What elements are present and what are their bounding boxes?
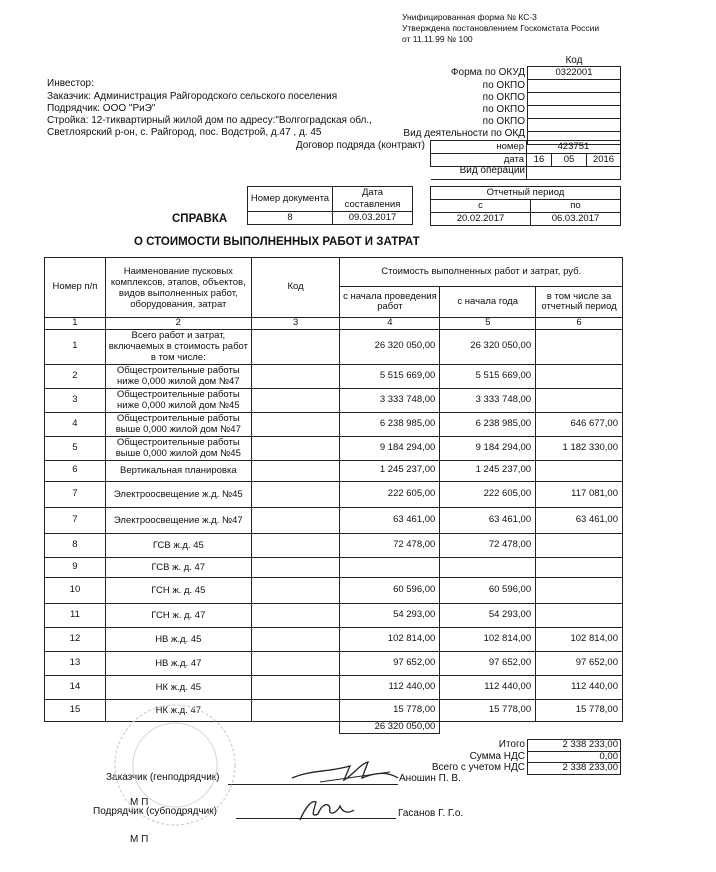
doc-number: 8 — [248, 212, 333, 225]
row-name: Общестроительные работы выше 0,000 жилой дом №45 — [105, 436, 251, 460]
row-year-value: 9 184 294,00 — [440, 436, 536, 460]
contract-date-day: 16 — [527, 154, 552, 167]
row-code — [251, 436, 340, 460]
row-name: ГСВ ж.д. 45 — [105, 533, 251, 557]
nds-value: 0,00 — [528, 751, 621, 763]
row-number: 15 — [45, 699, 106, 721]
row-start-value: 15 778,00 — [340, 699, 440, 721]
seal-stamp — [110, 700, 240, 830]
row-code — [251, 627, 340, 651]
row-name: Всего работ и затрат, включаемых в стоимость работ в том числе: — [105, 329, 251, 364]
row-code — [251, 329, 340, 364]
table-row — [45, 577, 623, 603]
customer-signature — [290, 756, 400, 786]
total-start: 26 320 050,00 — [340, 721, 440, 733]
contractor-sign-name: Гасанов Г. Г.о. — [398, 808, 464, 819]
period-header: Отчетный период — [431, 187, 621, 200]
period-to-label: по — [531, 200, 621, 213]
row-period-value — [536, 329, 623, 364]
form-caption-2: Утверждена постановлением Госкомстата России — [402, 23, 600, 33]
table-body — [45, 329, 623, 721]
doc-number-header: Номер документа — [248, 187, 333, 212]
okpo-label-1: по ОКПО — [482, 80, 525, 91]
row-start-value: 5 515 669,00 — [340, 364, 440, 388]
investor-line: Инвестор: — [47, 78, 94, 89]
row-start-value: 63 461,00 — [340, 507, 440, 533]
table-row — [45, 603, 623, 627]
table-row — [45, 460, 623, 481]
contract-number-label: номер — [431, 141, 527, 154]
row-period-value — [536, 603, 623, 627]
works-table — [44, 257, 623, 734]
table-row — [45, 481, 623, 507]
row-name: Электроосвещение ж.д. №47 — [105, 507, 251, 533]
row-start-value: 26 320 050,00 — [340, 329, 440, 364]
totals-table — [527, 739, 621, 775]
okpo-value-1 — [528, 80, 621, 93]
with-nds-value: 2 338 233,00 — [528, 763, 621, 775]
row-number: 8 — [45, 533, 106, 557]
doc-table — [247, 186, 413, 225]
row-code — [251, 699, 340, 721]
col-header-start: с начала проведения работ — [340, 287, 440, 318]
customer-sign-name: Аношин П. В. — [399, 773, 461, 784]
row-number: 4 — [45, 412, 106, 436]
row-number: 9 — [45, 557, 106, 577]
table-row — [45, 557, 623, 577]
site-line-2: Светлоярский р-он, с. Райгород, пос. Водстрой, д.47 , д. 45 — [47, 127, 322, 138]
period-from: 20.02.2017 — [431, 213, 531, 226]
row-start-value: 9 184 294,00 — [340, 436, 440, 460]
row-period-value — [536, 533, 623, 557]
col-number: 5 — [440, 318, 536, 330]
row-period-value — [536, 557, 623, 577]
row-year-value: 6 238 985,00 — [440, 412, 536, 436]
row-start-value: 60 596,00 — [340, 577, 440, 603]
row-number: 7 — [45, 481, 106, 507]
row-start-value: 6 238 985,00 — [340, 412, 440, 436]
form-caption-1: Унифицированная форма № КС-3 — [402, 12, 537, 22]
contract-label: Договор подряда (контракт) — [295, 140, 425, 151]
row-number: 5 — [45, 436, 106, 460]
row-year-value: 72 478,00 — [440, 533, 536, 557]
row-code — [251, 603, 340, 627]
col-number: 6 — [536, 318, 623, 330]
operation-label: Вид операции — [459, 165, 525, 176]
row-number: 3 — [45, 388, 106, 412]
okud-value: 0322001 — [528, 67, 621, 80]
row-year-value: 26 320 050,00 — [440, 329, 536, 364]
stamp-mark-1: М П — [130, 797, 149, 808]
row-year-value: 1 245 237,00 — [440, 460, 536, 481]
row-code — [251, 507, 340, 533]
row-start-value: 97 652,00 — [340, 651, 440, 675]
doc-date: 09.03.2017 — [333, 212, 413, 225]
row-period-value — [536, 388, 623, 412]
row-number: 11 — [45, 603, 106, 627]
row-year-value: 102 814,00 — [440, 627, 536, 651]
contract-date-year: 2016 — [587, 154, 621, 167]
form-caption-3: от 11.11.99 № 100 — [402, 34, 473, 44]
row-number: 12 — [45, 627, 106, 651]
row-name: ГСН ж. д. 47 — [105, 603, 251, 627]
table-row — [45, 651, 623, 675]
col-header-cost: Стоимость выполненных работ и затрат, руб. — [340, 258, 623, 287]
row-code — [251, 481, 340, 507]
period-from-label: с — [431, 200, 531, 213]
table-row — [45, 329, 623, 364]
contract-table — [430, 140, 621, 180]
table-row — [45, 388, 623, 412]
contract-date-month: 05 — [552, 154, 587, 167]
table-row — [45, 436, 623, 460]
okpo-label-2: по ОКПО — [482, 92, 525, 103]
row-year-value: 112 440,00 — [440, 675, 536, 699]
row-period-value: 1 182 330,00 — [536, 436, 623, 460]
col-header-name: Наименование пусковых комплексов, этапов, объектов, видов выполненных работ, оборудования, затрат — [105, 258, 251, 318]
row-year-value: 60 596,00 — [440, 577, 536, 603]
row-period-value: 112 440,00 — [536, 675, 623, 699]
itogo-value: 2 338 233,00 — [528, 740, 621, 752]
row-code — [251, 460, 340, 481]
row-number: 7 — [45, 507, 106, 533]
row-number: 13 — [45, 651, 106, 675]
table-row — [45, 627, 623, 651]
row-period-value — [536, 364, 623, 388]
row-name: Общестроительные работы ниже 0,000 жилой дом №45 — [105, 388, 251, 412]
row-number: 6 — [45, 460, 106, 481]
okpo-label-4: по ОКПО — [482, 116, 525, 127]
row-code — [251, 557, 340, 577]
row-year-value: 54 293,00 — [440, 603, 536, 627]
row-period-value: 117 081,00 — [536, 481, 623, 507]
row-start-value: 112 440,00 — [340, 675, 440, 699]
okd-label: Вид деятельности по ОКД — [403, 128, 525, 139]
col-header-num: Номер п/п — [45, 258, 106, 318]
row-year-value: 63 461,00 — [440, 507, 536, 533]
okpo-label-3: по ОКПО — [482, 104, 525, 115]
contract-number-value: 423751 — [527, 141, 621, 154]
period-to: 06.03.2017 — [531, 213, 621, 226]
row-start-value — [340, 557, 440, 577]
nds-label: Сумма НДС — [469, 751, 525, 762]
row-code — [251, 533, 340, 557]
row-start-value: 54 293,00 — [340, 603, 440, 627]
col-header-code: Код — [251, 258, 340, 318]
row-name: Общестроительные работы выше 0,000 жилой дом №47 — [105, 412, 251, 436]
okud-label: Форма по ОКУД — [450, 67, 525, 78]
row-code — [251, 577, 340, 603]
row-start-value: 72 478,00 — [340, 533, 440, 557]
customer-sign-label: Заказчик (генподрядчик) — [106, 772, 220, 783]
customer-line: Заказчик: Администрация Райгородского сельского поселения — [47, 91, 338, 102]
row-code — [251, 364, 340, 388]
contractor-sign-label: Подрядчик (субподрядчик) — [93, 806, 217, 817]
row-period-value — [536, 460, 623, 481]
row-number: 14 — [45, 675, 106, 699]
row-code — [251, 651, 340, 675]
row-name: НВ ж.д. 47 — [105, 651, 251, 675]
row-name: ГСВ ж. д. 47 — [105, 557, 251, 577]
row-name: ГСН ж. д. 45 — [105, 577, 251, 603]
table-row — [45, 533, 623, 557]
row-number: 1 — [45, 329, 106, 364]
row-year-value: 222 605,00 — [440, 481, 536, 507]
row-start-value: 222 605,00 — [340, 481, 440, 507]
itogo-label: Итого — [498, 739, 525, 750]
row-name: Общестроительные работы ниже 0,000 жилой дом №47 — [105, 364, 251, 388]
row-year-value: 15 778,00 — [440, 699, 536, 721]
table-row — [45, 412, 623, 436]
col-header-year: с начала года — [440, 287, 536, 318]
row-year-value: 3 333 748,00 — [440, 388, 536, 412]
row-code — [251, 675, 340, 699]
row-name: НВ ж.д. 45 — [105, 627, 251, 651]
col-header-period: в том числе за отчетный период — [536, 287, 623, 318]
contract-date-label: дата — [431, 154, 527, 167]
row-start-value: 1 245 237,00 — [340, 460, 440, 481]
row-year-value: 97 652,00 — [440, 651, 536, 675]
okpo-value-3 — [528, 106, 621, 119]
okpo-value-2 — [528, 93, 621, 106]
row-code — [251, 412, 340, 436]
contractor-signature — [296, 796, 356, 824]
col-number: 1 — [45, 318, 106, 330]
row-start-value: 102 814,00 — [340, 627, 440, 651]
row-period-value: 646 677,00 — [536, 412, 623, 436]
row-name: НК ж.д. 45 — [105, 675, 251, 699]
stamp-mark-2: М П — [130, 834, 149, 845]
row-period-value: 63 461,00 — [536, 507, 623, 533]
doc-date-header: Дата составления — [333, 187, 413, 212]
okpo-value-4 — [528, 119, 621, 132]
period-table — [430, 186, 621, 226]
col-number: 3 — [251, 318, 340, 330]
row-number: 10 — [45, 577, 106, 603]
col-number: 2 — [105, 318, 251, 330]
row-name: НК ж.д. 47 — [105, 699, 251, 721]
contractor-line: Подрядчик: ООО "РиЭ" — [47, 103, 156, 114]
doc-subtitle: О СТОИМОСТИ ВЫПОЛНЕННЫХ РАБОТ И ЗАТРАТ — [134, 236, 420, 248]
row-period-value: 15 778,00 — [536, 699, 623, 721]
with-nds-label: Всего с учетом НДС — [431, 762, 525, 773]
codes-table — [527, 66, 621, 145]
table-row — [45, 507, 623, 533]
row-code — [251, 388, 340, 412]
row-period-value: 102 814,00 — [536, 627, 623, 651]
row-period-value — [536, 577, 623, 603]
table-row — [45, 364, 623, 388]
row-period-value: 97 652,00 — [536, 651, 623, 675]
doc-title: СПРАВКА — [172, 213, 228, 225]
row-number: 2 — [45, 364, 106, 388]
codes-title: Код — [565, 55, 583, 66]
col-number: 4 — [340, 318, 440, 330]
row-start-value: 3 333 748,00 — [340, 388, 440, 412]
row-year-value — [440, 557, 536, 577]
site-line-1: Стройка: 12-тиквартирный жилой дом по адресу:"Волгоградская обл., — [47, 115, 372, 126]
row-name: Электроосвещение ж.д. №45 — [105, 481, 251, 507]
row-name: Вертикальная планировка — [105, 460, 251, 481]
table-row — [45, 675, 623, 699]
row-year-value: 5 515 669,00 — [440, 364, 536, 388]
